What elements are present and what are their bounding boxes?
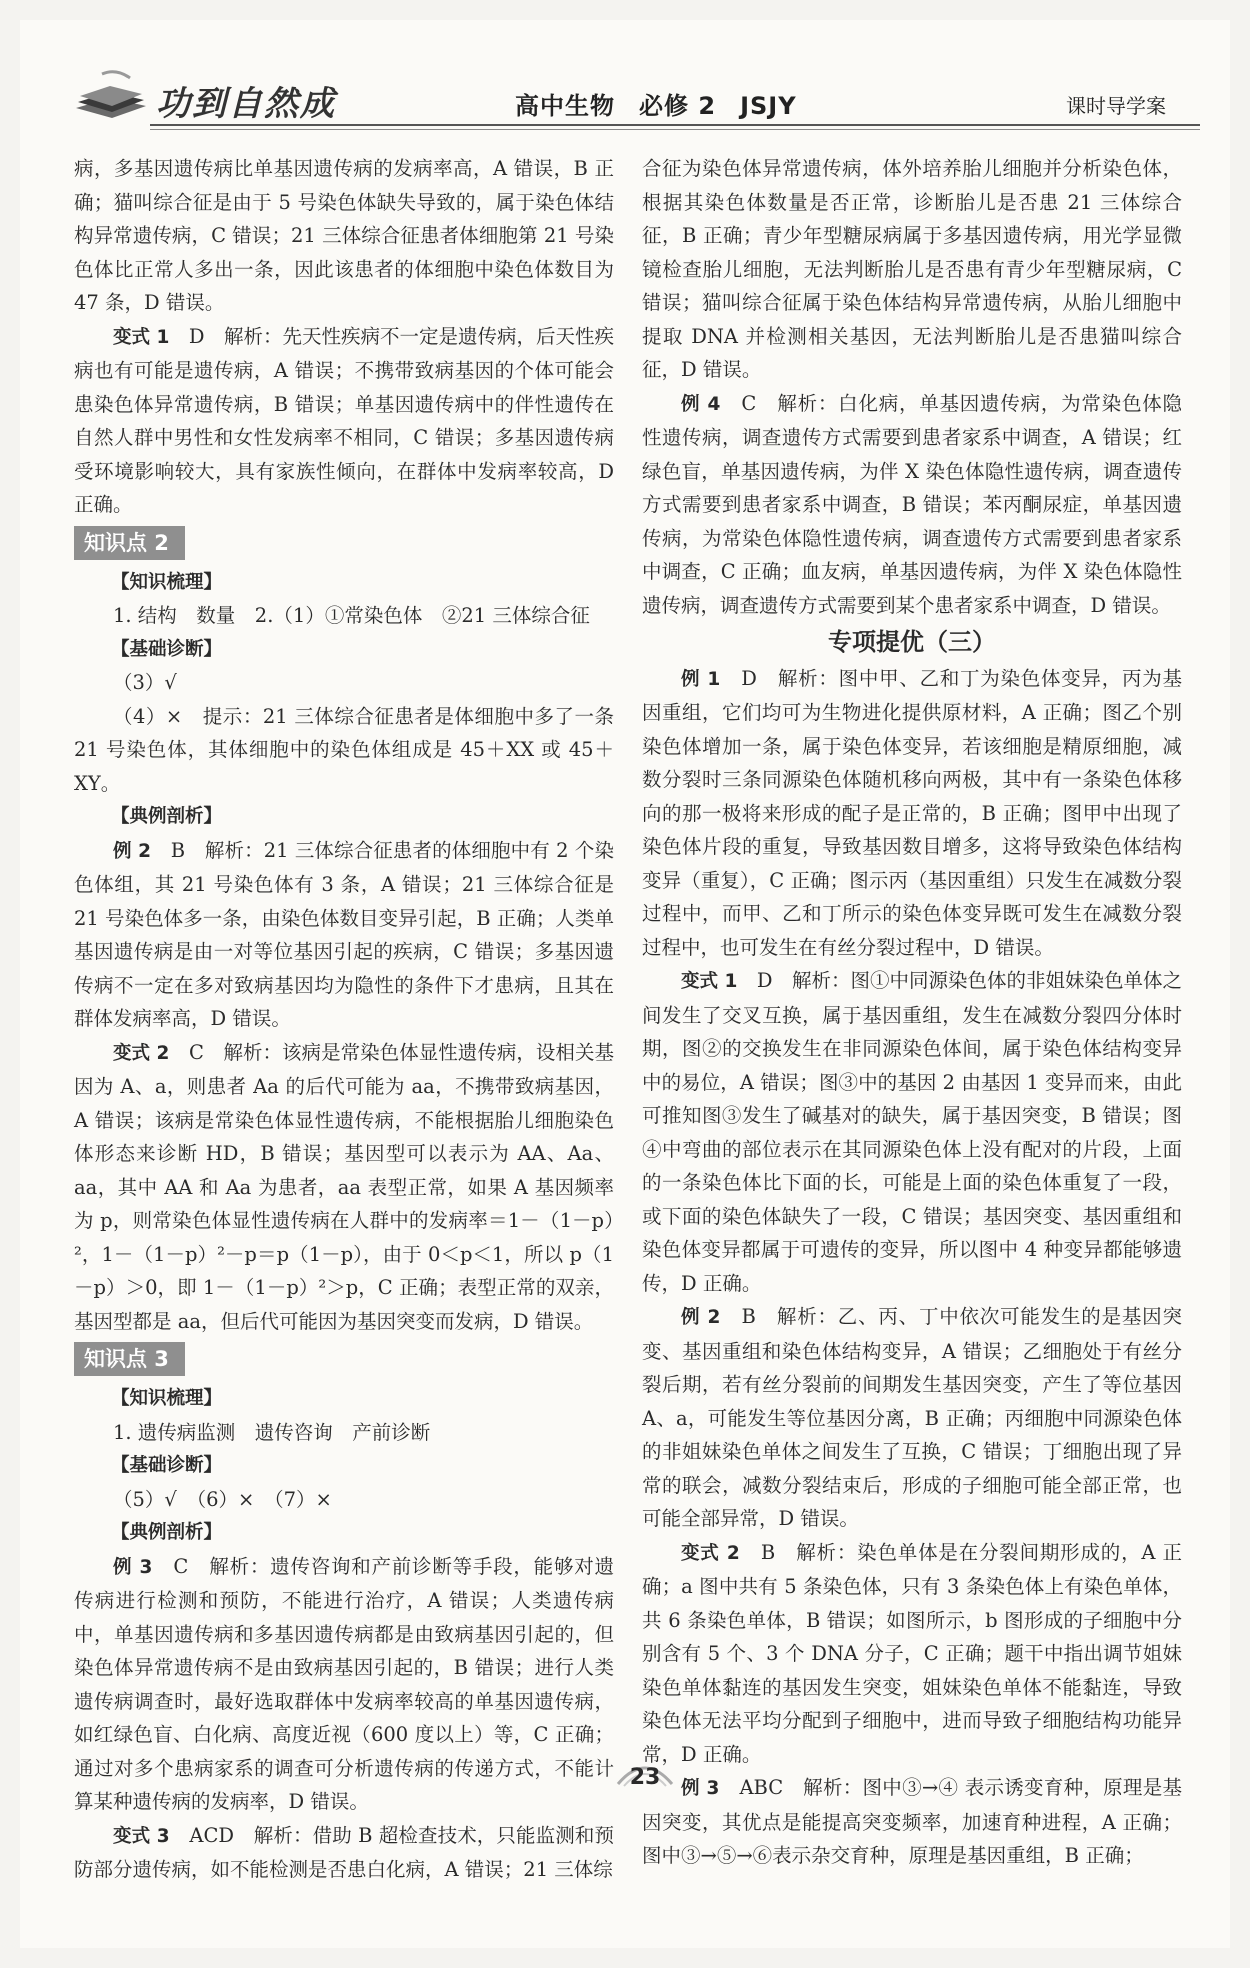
knowledge-point-block: [74, 522, 614, 566]
paragraph-text: （5）√ （6）× （7）×: [113, 1487, 332, 1511]
knowledge-point-heading: 知识点 3: [74, 1342, 185, 1376]
paragraph-text: ACD 解析：借助 B 超检查技术，只能监测和预防部分遗传病，如不能检测是否患白化病，A 错误；21 三体综: [74, 1823, 614, 1881]
paragraph: [642, 1536, 1182, 1772]
item-label: 变式 1: [681, 971, 738, 992]
left-column: [74, 152, 614, 1887]
section-heading: 【知识梳理】: [111, 1388, 223, 1409]
paragraph-text: 1. 结构 数量 2.（1）①常染色体 ②21 三体综合征: [113, 604, 590, 627]
page-number: 23: [629, 1765, 661, 1790]
paragraph: [74, 700, 614, 801]
item-label: 例 4: [681, 393, 721, 415]
paragraph: [74, 320, 614, 522]
page-header: [20, 20, 1230, 124]
paragraph-text: D 解析：先天性疾病不一定是遗传病，后天性疾病也有可能是遗传病，A 错误；不携带致病基因的个体可能会患染色体异常遗传病，B 错误；单基因遗传病中的伴性遗传在自然人群中男性和女性发病率不相同，C 错误；多基因遗传病受环境影响较大，具有家族性倾向，在群体中发病率较高，D 正确。: [74, 324, 614, 516]
right-column: [642, 152, 1182, 1873]
paragraph-text: B 解析：乙、丙、丁中依次可能发生的是基因突变、基因重组和染色体结构变异，A 错误；乙细胞处于有丝分裂后期，若有丝分裂前的间期发生基因突变，产生了等位基因 A、a，可能发生等位基因分离，B 正确；丙细胞中同源染色体的非姐妹染色单体之间发生了互换，C 错误；丁细胞出现了异常的联会，减数分裂结束后，形成的子细胞可能全部正常，也可能全部异常，D 错误。: [642, 1305, 1182, 1530]
header-rule: [150, 124, 1200, 126]
label-gap: [719, 1776, 739, 1799]
knowledge-point-heading: 知识点 2: [74, 526, 185, 560]
label-gap: [152, 1555, 173, 1578]
label-gap: [720, 392, 741, 415]
label-gap: [170, 1824, 190, 1847]
item-label: 例 3: [113, 1556, 153, 1578]
section-heading: 【典例剖析】: [111, 806, 223, 827]
edition-label: JSJY: [740, 92, 797, 120]
paragraph: [74, 1550, 614, 1819]
paragraph: [74, 152, 614, 320]
label-gap: [169, 325, 189, 348]
page: [20, 20, 1230, 1948]
paragraph-text: （3）√: [113, 671, 177, 694]
label-gap: [720, 1305, 741, 1328]
item-label: 例 2: [113, 840, 152, 862]
label-gap: [720, 667, 741, 690]
paragraph: [74, 1483, 614, 1517]
paragraph-text: 1. 遗传病监测 遗传咨询 产前诊断: [113, 1420, 431, 1444]
header-rule-thin: [150, 129, 1200, 130]
item-label: 例 3: [681, 1778, 720, 1799]
item-label: 例 2: [681, 1307, 721, 1328]
paragraph-text: B 解析：21 三体综合征患者的体细胞中有 2 个染色体组，其 21 号染色体有 3 条，A 错误；21 三体综合征是 21 号染色体多一条，由染色体数目变异引起，B 正确；人类单基因遗传病是由一对等位基因引起的疾病，C 错误；多基因遗传病不一定在多对致病基因均为隐性的条件下才患病，且其在群体发病率高，D 错误。: [74, 838, 614, 1030]
label-gap: [737, 969, 757, 992]
knowledge-point-block: [74, 1338, 614, 1382]
item-label: 变式 1: [113, 326, 170, 348]
item-label: 变式 2: [113, 1042, 170, 1064]
paragraph: [642, 1771, 1182, 1873]
label-gap: [169, 1041, 189, 1064]
paragraph: [74, 1036, 614, 1339]
book-logo-icon: [72, 68, 150, 120]
paragraph: [642, 152, 1182, 387]
book-info: [515, 86, 821, 121]
paragraph-text: 合征为染色体异常遗传病，体外培养胎儿细胞并分析染色体，根据其染色体数量是否正常，诊断胎儿是否患 21 三体综合征，B 正确；青少年型糖尿病属于多基因遗传病，用光学显微镜检查胎儿细胞，无法判断胎儿是否患有青少年型糖尿病，C 错误；猫叫综合征属于染色体结构异常遗传病，从胎儿细胞中提取 DNA 并检测相关基因，无法判断胎儿是否患猫叫综合征，D 错误。: [642, 157, 1182, 381]
paragraph-text: D 解析：图中甲、乙和丁为染色体变异，丙为基因重组，它们均可为生物进化提供原材料，A 正确；图乙个别染色体增加一条，属于染色体变异，若该细胞是精原细胞，减数分裂时三条同源染色体随机移向两极，其中有一条染色体移向的那一极将来形成的配子是正常的，B 正确；图甲中出现了染色体片段的重复，导致基因数目增多，这将导致染色体结构变异（重复），C 正确；图示丙（基因重组）只发生在减数分裂过程中，而甲、乙和丁所示的染色体变异既可发生在减数分裂过程中，也可发生在有丝分裂过程中，D 错误。: [642, 666, 1182, 959]
paragraph: [74, 1819, 614, 1887]
subject-label: 高中生物: [515, 92, 615, 120]
paragraph-text: 病，多基因遗传病比单基因遗传病的发病率高，A 错误，B 正确；猫叫综合征是由于 5 号染色体缺失导致的，属于染色体结构异常遗传病，C 错误；21 三体综合征患者体细胞第 21 号染色体比正常人多出一条，因此该患者的体细胞中染色体数目为 47 条，D 错误。: [74, 157, 614, 314]
paragraph: [74, 666, 614, 700]
paragraph: [74, 834, 614, 1036]
paragraph: [642, 662, 1182, 965]
paragraph: [74, 1416, 614, 1450]
section-heading: 【基础诊断】: [111, 1455, 223, 1476]
series-name: 课时导学案: [1066, 94, 1166, 118]
paragraph: [74, 599, 614, 633]
item-label: 变式 3: [113, 1825, 170, 1847]
paragraph-text: B 解析：染色单体是在分裂间期形成的，A 正确；a 图中共有 5 条染色体，只有 3 条染色体上有染色单体，共 6 条染色单体，B 错误；如图所示，b 图形成的子细胞中分别含有 5 个、3 个 DNA 分子，C 正确；题干中指出调节姐妹染色单体黏连的基因发生突变，姐妹染色单体不能黏连，导致染色体无法平均分配到子细胞中，进而导致子细胞结构功能异常，D 正确。: [642, 1540, 1182, 1766]
section-heading: 【基础诊断】: [111, 638, 223, 660]
paragraph-text: C 解析：该病是常染色体显性遗传病，设相关基因为 A、a，则患者 Aa 的后代可能为 aa，不携带致病基因，A 错误；该病是常染色体显性遗传病，不能根据胎儿细胞染色体形态来诊断 HD，B 错误；基因型可以表示为 AA、Aa、aa，其中 AA 和 Aa 为患者，aa 表型正常，如果 A 基因频率为 p，则常染色体显性遗传病在人群中的发病率＝1－（1－p）²，1－（1－p）²－p＝p（1－p），由于 0＜p＜1，所以 p（1－p）＞0，即 1－（1－p）²＞p，C 正确；表型正常的双亲，基因型都是 aa，但后代可能因为基因突变而发病，D 错误。: [74, 1040, 614, 1333]
paragraph-text: ABC 解析：图中③→④ 表示诱变育种，原理是基因突变，其优点是能提高突变频率，加速育种进程，A 正确；图中③→⑤→⑥表示杂交育种，原理是基因重组，B 正确；: [642, 1776, 1182, 1867]
paragraph: [642, 1300, 1182, 1536]
paragraph-text: C 解析：白化病，单基因遗传病，为常染色体隐性遗传病，调查遗传方式需要到患者家系中调查，A 错误；红绿色盲，单基因遗传病，为伴 X 染色体隐性遗传病，调查遗传方式需要到患者家系中调查，B 错误；苯丙酮尿症，单基因遗传病，为常染色体隐性遗传病，调查遗传方式需要到患者家系中调查，C 正确；血友病，单基因遗传病，为伴 X 染色体隐性遗传病，调查遗传方式需要到某个患者家系中调查，D 错误。: [642, 391, 1182, 617]
label-gap: [740, 1541, 761, 1564]
section-heading: 【知识梳理】: [111, 571, 223, 593]
label-gap: [151, 839, 171, 862]
series-logo-title: 功到自然成: [156, 84, 336, 124]
section-heading: 【典例剖析】: [111, 1522, 223, 1543]
item-label: 例 1: [681, 668, 721, 690]
paragraph-text: D 解析：图①中同源染色体的非姐妹染色单体之间发生了交叉互换，属于基因重组，发生在减数分裂四分体时期，图②的交换发生在非同源染色体间，属于染色体结构变异中的易位，A 错误；图③中的基因 2 由基因 1 变异而来，由此可推知图③发生了碱基对的缺失，属于基因突变，B 错误；图④中弯曲的部位表示在其同源染色体上没有配对的片段，上面的一条染色体比下面的长，可能是上面的染色体重复了一段，或下面的染色体缺失了一段，C 错误；基因突变、基因重组和染色体变异都属于可遗传的变异，所以图中 4 种变异都能够遗传，D 正确。: [642, 969, 1182, 1295]
item-label: 变式 2: [681, 1542, 740, 1564]
volume-label: 必修 2: [639, 92, 717, 120]
topic-title: 专项提优（三）: [828, 628, 996, 656]
paragraph: [642, 964, 1182, 1300]
paragraph: [642, 387, 1182, 623]
paragraph-text: C 解析：遗传咨询和产前诊断等手段，能够对遗传病进行检测和预防，不能进行治疗，A 错误；人类遗传病中，单基因遗传病和多基因遗传病都是由致病基因引起的，但染色体异常遗传病不是由致病基因引起的，B 错误；进行人类遗传病调查时，最好选取群体中发病率较高的单基因遗传病，如红绿色盲、白化病、高度近视（600 度以上）等，C 正确；通过对多个患病家系的调查可分析遗传病的传递方式，不能计算某种遗传病的发病率，D 错误。: [74, 1554, 614, 1813]
paragraph-text: （4）× 提示：21 三体综合征患者是体细胞中多了一条 21 号染色体，其体细胞中的染色体组成是 45＋XX 或 45＋XY。: [74, 704, 614, 795]
